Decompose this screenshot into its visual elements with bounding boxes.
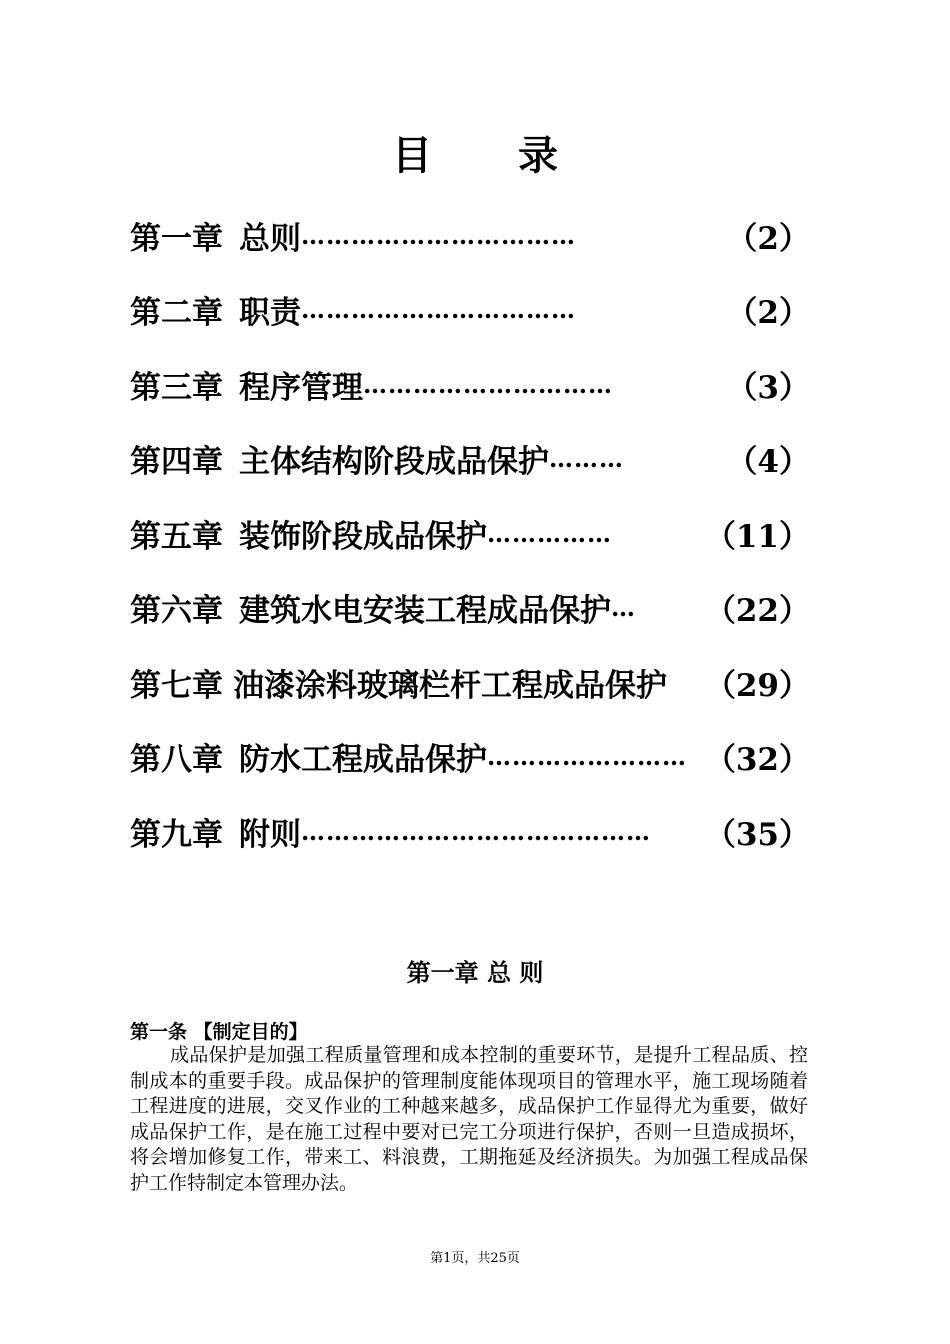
- toc-page-number: （2）: [726, 295, 810, 332]
- toc-leader: ………: [549, 444, 624, 474]
- toc-page-number: （35）: [704, 816, 810, 853]
- toc-entry[interactable]: [130, 794, 810, 869]
- toc-title: 目 录: [392, 132, 594, 179]
- toc-chapter-name: 主体结构阶段成品保护: [239, 444, 549, 481]
- toc-chapter: 第八章: [130, 742, 223, 779]
- toc-page-number: （2）: [726, 220, 810, 257]
- toc-entry[interactable]: [130, 422, 810, 497]
- toc-entry[interactable]: [130, 496, 810, 571]
- toc-chapter: 第二章: [130, 295, 223, 332]
- toc-chapter-name: 附则: [239, 816, 301, 853]
- toc-leader: ……………………………: [301, 295, 576, 325]
- toc-entry[interactable]: [130, 273, 810, 348]
- toc-leader: ……………………: [487, 742, 687, 772]
- toc-chapter: 第一章: [130, 220, 223, 257]
- toc-entry[interactable]: [130, 347, 810, 422]
- toc-chapter: 第四章: [130, 444, 223, 481]
- toc-entry[interactable]: [130, 720, 810, 795]
- toc-leader: ……………………………………: [301, 816, 651, 846]
- toc-leader: …: [611, 593, 636, 623]
- chapter-heading: 第一章 总 则: [406, 958, 544, 987]
- toc-page-number: （22）: [704, 593, 810, 630]
- toc-entry[interactable]: [130, 198, 810, 273]
- toc-chapter-name: 职责: [239, 295, 301, 332]
- toc-chapter-name: 油漆涂料玻璃栏杆工程成品保护: [233, 667, 667, 704]
- toc-chapter-name: 总则: [239, 220, 301, 257]
- toc-entry[interactable]: [130, 571, 810, 646]
- toc-chapter-name: 建筑水电安装工程成品保护: [239, 593, 611, 630]
- toc-list: [130, 198, 810, 869]
- toc-chapter: 第六章: [130, 593, 223, 630]
- toc-page-number: （29）: [704, 667, 810, 704]
- toc-page-number: （4）: [726, 444, 810, 481]
- toc-chapter-name: 装饰阶段成品保护: [239, 518, 487, 555]
- article-heading: 第一条 【制定目的】: [130, 1021, 308, 1043]
- toc-chapter: 第七章: [130, 667, 223, 704]
- toc-page-number: （3）: [726, 369, 810, 406]
- toc-chapter-name: 防水工程成品保护: [239, 742, 487, 779]
- toc-chapter: 第三章: [130, 369, 223, 406]
- article-paragraph: 成品保护是加强工程质量管理和成本控制的重要环节，是提升工程品质、控制成本的重要手段。成品保护的管理制度能体现项目的管理水平，施工现场随着工程进度的进展，交叉作业的工种越来越多，成品保护工作显得尤为重要，做好成品保护工作，是在施工过程中要对已完工分项进行保护，否则一旦造成损坏，将会增加修复工作，带来工、料浪费，工期拖延及经济损失。为加强工程成品保护工作特制定本管理办法。: [130, 1044, 808, 1194]
- toc-page-number: （11）: [704, 518, 810, 555]
- toc-chapter: 第九章: [130, 816, 223, 853]
- toc-page-number: （32）: [704, 742, 810, 779]
- toc-chapter: 第五章: [130, 518, 223, 555]
- toc-leader: …………………………: [363, 369, 613, 399]
- page-footer: 第1页，共25页: [430, 1251, 520, 1266]
- toc-leader: ……………: [487, 518, 612, 548]
- toc-entry[interactable]: [130, 645, 810, 720]
- toc-leader: ……………………………: [301, 220, 576, 250]
- toc-chapter-name: 程序管理: [239, 369, 363, 406]
